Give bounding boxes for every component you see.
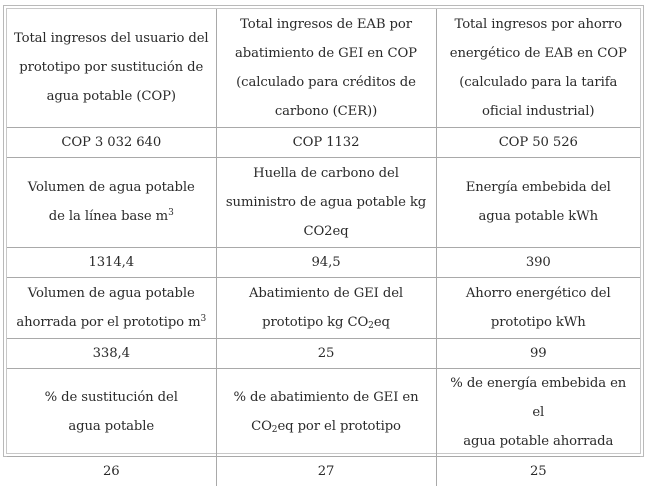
table-row-baseline-headers [7,157,640,247]
table-row-baseline-values [7,247,640,277]
value-ghg-abatement: 25 [216,338,436,368]
header-ghg-abatement-pct: % de abatimiento de GEI en $CO_2eq$ por el prototipo [216,368,436,456]
table-row-savings-headers [7,277,640,338]
value-eab-energy-income: COP 50 526 [436,127,640,157]
table-row-percentage-headers [7,368,640,456]
value-eab-ghg-income: COP 1132 [216,127,436,157]
results-table-frame [3,5,644,479]
value-water-substitution-pct: 26 [7,456,216,486]
table-row-percentage-values [7,456,640,486]
value-embedded-energy: 390 [436,247,640,277]
table-row-savings-values [7,338,640,368]
header-ghg-abatement: Abatimiento de GEI del prototipo kg $CO_2eq$ [216,277,436,338]
header-embedded-energy: Energía embebida del agua potable kWh [436,157,640,247]
value-saved-water-volume: 338,4 [7,338,216,368]
header-embedded-energy-pct: % de energía embebida en el agua potable ahorrada [436,368,640,456]
value-carbon-footprint: 94,5 [216,247,436,277]
header-carbon-footprint: Huella de carbono del suministro de agua potable kg CO2eq [216,157,436,247]
table-row-income-headers [7,9,640,127]
header-water-substitution-pct: % de sustitución del agua potable [7,368,216,456]
header-eab-ghg-income: Total ingresos de EAB por abatimiento de GEI en COP (calculado para créditos de carbono (CER)) [216,9,436,127]
header-energy-savings: Ahorro energético del prototipo kWh [436,277,640,338]
header-baseline-water-volume: Volumen de agua potable de la línea base $m^3$ [7,157,216,247]
value-baseline-water-volume: 1314,4 [7,247,216,277]
header-saved-water-volume: Volumen de agua potable ahorrada por el prototipo $m^3$ [7,277,216,338]
value-ghg-abatement-pct: 27 [216,456,436,486]
value-user-income: COP 3 032 640 [7,127,216,157]
header-eab-energy-income: Total ingresos por ahorro energético de EAB en COP (calculado para la tarifa oficial industrial) [436,9,640,127]
value-embedded-energy-pct: 25 [436,456,640,486]
value-energy-savings: 99 [436,338,640,368]
table-row-income-values [7,127,640,157]
header-user-income: Total ingresos del usuario del prototipo por sustitución de agua potable (COP) [7,9,216,127]
results-table [7,9,640,486]
